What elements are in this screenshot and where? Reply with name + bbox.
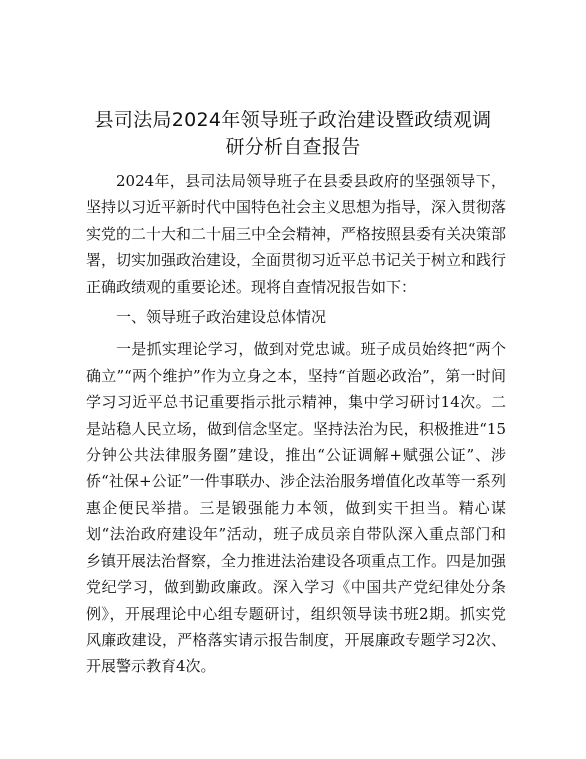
document-title-line-1: 县司法局2024年领导班子政治建设暨政绩观调 [94, 109, 492, 131]
section-paragraph: 一是抓实理论学习，做到对党忠诚。班子成员始终把“两个确立”“两个维护”作为立身之本，坚持“首题必政治”，第一时间学习习近平总书记重要指示批示精神，集中学习研讨14次。二是站稳人民立场，做到信念坚定。坚持法治为民，积极推进“15分钟公共法律服务圈”建设，推出“公证调解+赋强公证”、涉侨“社保+公证”一件事联办、涉企法治服务增值化改革等一系列惠企便民举措。三是锻强能力本领，做到实干担当。精心谋划“法治政府建设年”活动，班子成员亲自带队深入重点部门和乡镇开展法治督察，全力推进法治建设各项重点工作。四是加强党纪学习，做到勤政廉政。深入学习《中国共产党纪律处分条例》，开展理论中心组专题研讨，组织领导读书班2期。抓实党风廉政建设，严格落实请示报告制度，开展廉政专题学习2次、开展警示教育4次。 [86, 340, 507, 676]
intro-paragraph: 2024年，县司法局领导班子在县委县政府的坚强领导下，坚持以习近平新时代中国特色社会主义思想为指导，深入贯彻落实党的二十大和二十届三中全会精神，严格按照县委有关决策部署，切实加强政治建设，全面贯彻习近平总书记关于树立和践行正确政绩观的重要论述。现将自查情况报告如下： [86, 172, 507, 296]
document-title-line-2: 研分析自查报告 [225, 136, 361, 158]
section-heading: 一、领导班子政治建设总体情况 [116, 308, 327, 327]
document-body [86, 168, 506, 680]
